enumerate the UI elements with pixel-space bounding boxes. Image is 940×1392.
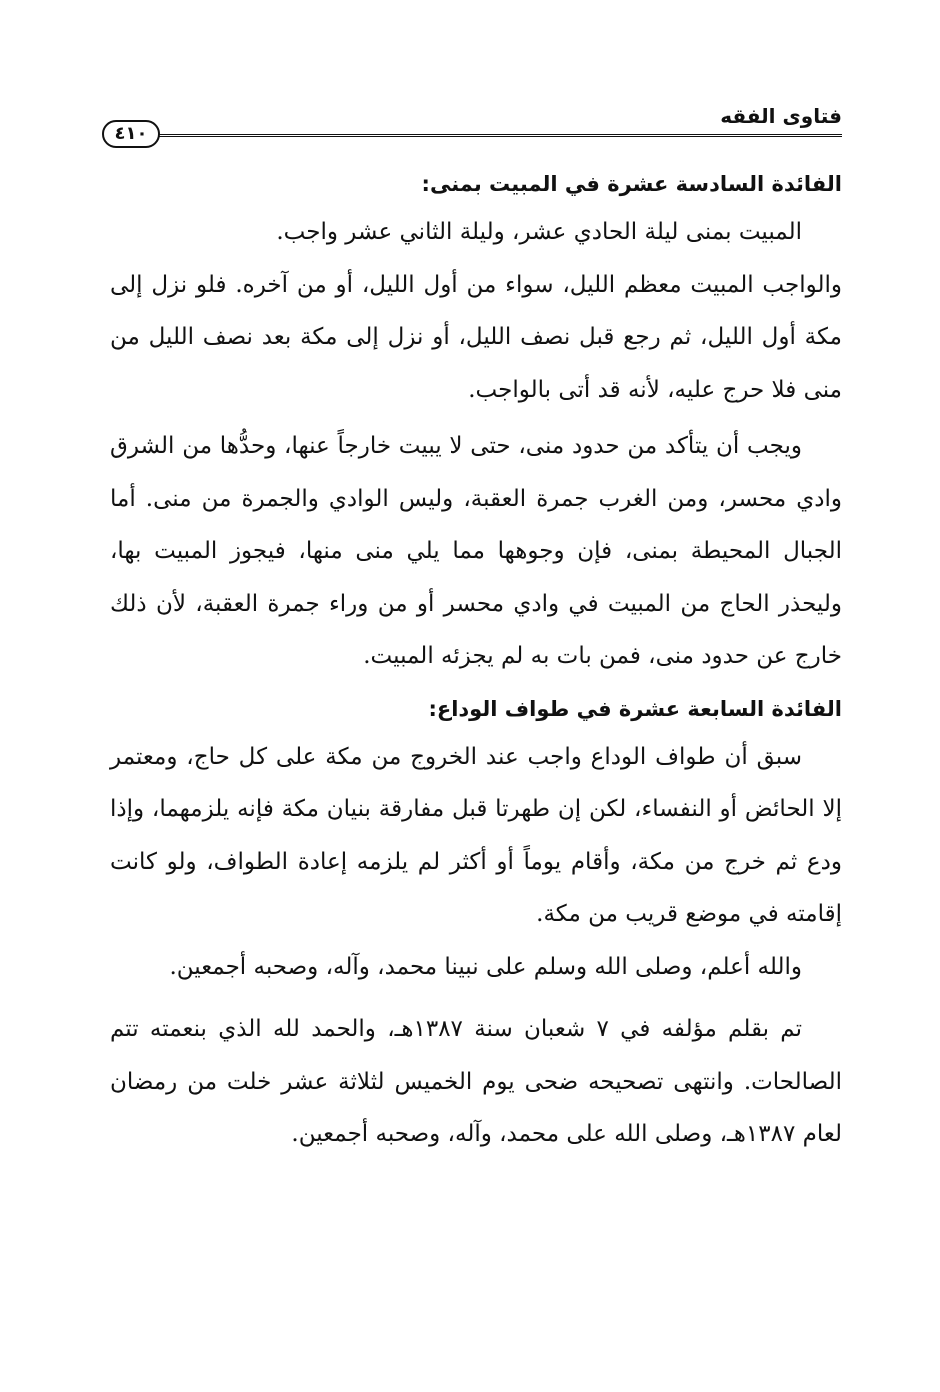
page-number: ٤١٠ [102,120,160,148]
page-body [110,162,842,1161]
section-17-paragraph-1: سبق أن طواف الوداع واجب عند الخروج من مكة على كل حاج، ومعتمر إلا الحائض أو النفساء، لكن إن طهرتا قبل مفارقة بنيان مكة فإنه يلزمهما، وإذا ودع ثم خرج من مكة، وأقام يوماً أو أكثر لم يلزمه إعادة الطواف، ولو كانت إقامته في موضع قريب من مكة. [110,743,842,927]
page-header [108,100,842,150]
header-rule [108,134,842,137]
section-16-paragraph-1: المبيت بمنى ليلة الحادي عشر، وليلة الثاني عشر واجب. [276,219,802,245]
section-16-paragraph-2: والواجب المبيت معظم الليل، سواء من أول الليل، أو من آخره. فلو نزل إلى مكة أول الليل، ثم رجع قبل نصف الليل، أو نزل إلى مكة بعد نصف الليل من منى فلا حرج عليه، لأنه قد أتى بالواجب. [110,271,842,403]
section-17-heading: الفائدة السابعة عشرة في طواف الوداع: [428,696,842,721]
colophon-paragraph: تم بقلم مؤلفه في ٧ شعبان سنة ١٣٨٧هـ، والحمد لله الذي بنعمته تتم الصالحات. وانتهى تصحيحه ضحى يوم الخميس لثلاثة عشر خلت من رمضان لعام ١٣٨٧هـ، وصلى الله على محمد، وآله، وصحبه أجمعين. [110,1016,842,1147]
section-16-paragraph-3: ويجب أن يتأكد من حدود منى، حتى لا يبيت خارجاً عنها، وحدُّها من الشرق وادي محسر، ومن الغرب جمرة العقبة، وليس الوادي والجمرة من منى. أما الجبال المحيطة بمنى، فإن وجوهها مما يلي منى منها، فيجوز المبيت بها، وليحذر الحاج من المبيت في وادي محسر أو من وراء جمرة العقبة، لأن ذلك خارج عن حدود منى، فمن بات به لم يجزئه المبيت. [110,433,842,669]
section-17-paragraph-2: والله أعلم، وصلى الله وسلم على نبينا محمد، وآله، وصحبه أجمعين. [169,953,802,980]
running-title: فتاوى الفقه [720,104,842,128]
section-16-heading: الفائدة السادسة عشرة في المبيت بمنى: [421,172,842,196]
